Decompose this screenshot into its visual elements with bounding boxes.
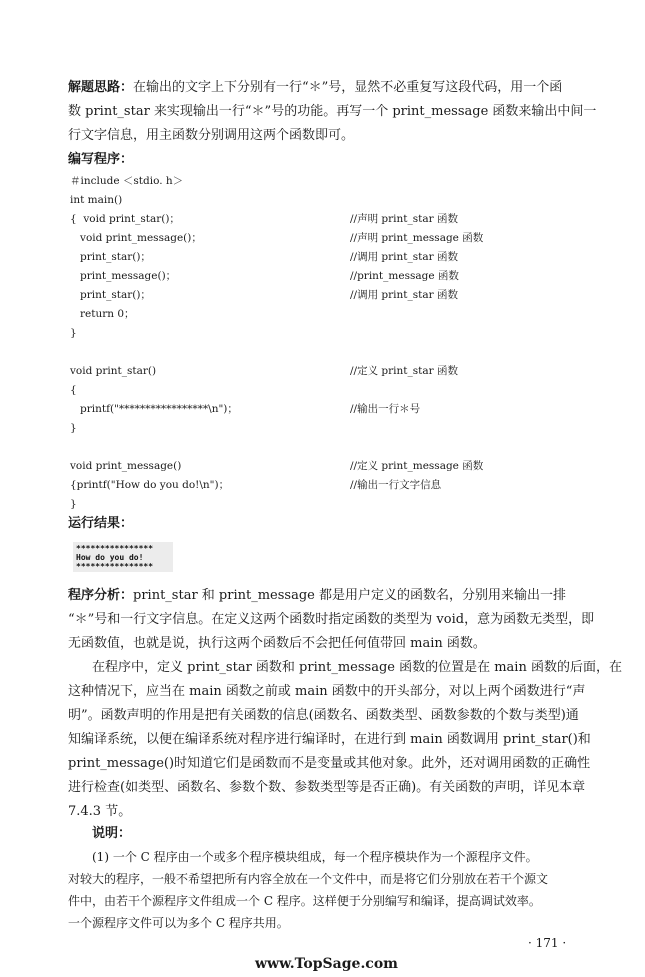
analysis-line-1 [68, 584, 566, 608]
code-text: } [70, 327, 77, 339]
analysis-line-10: 7.4.3 节。 [68, 804, 132, 819]
code-line [70, 457, 590, 476]
analysis-line-4: 在程序中，定义 print_star 函数和 print_message 函数的位置是在 main 函数的后面，在 [92, 660, 622, 675]
code-comment: //声明 print_message 函数 [350, 232, 484, 244]
code-text: return 0； [70, 308, 135, 320]
analysis-line-8: print_message()时知道它们是函数而不是变量或其他对象。此外，还对调用函数的正确性 [68, 756, 591, 771]
code-text: print_message()； [70, 270, 177, 282]
code-text: printf("*****************\n")； [70, 403, 238, 415]
intro-text-1: 在输出的文字上下分别有一行“＊”号，显然不必重复写这段代码，用一个函 [133, 80, 563, 95]
code-comment: //输出一行＊号 [350, 403, 421, 415]
code-text: ＃include ＜stdio. h＞ [70, 175, 184, 187]
code-line [70, 210, 590, 229]
analysis-line-2: “＊”号和一行文字信息。在定义这两个函数时指定函数的类型为 void，意为函数无类型，即 [68, 612, 595, 627]
code-block [70, 172, 590, 514]
analysis-line-6: 明”。函数声明的作用是把有关函数的信息(函数名、函数类型、函数参数的个数与类型)通 [68, 708, 579, 723]
code-line [70, 438, 590, 457]
code-comment: //定义 print_message 函数 [350, 460, 484, 472]
code-text: int main() [70, 194, 123, 206]
page-number: · 171 · [528, 936, 567, 950]
intro-line-1 [68, 76, 562, 100]
site-footer: www.TopSage.com [255, 956, 398, 972]
code-comment: //输出一行文字信息 [350, 479, 442, 491]
intro-line-2: 数 print_star 来实现输出一行“＊”号的功能。再写一个 print_message 函数来输出中间一 [68, 104, 597, 119]
code-comment: //调用 print_star 函数 [350, 251, 458, 263]
code-line [70, 229, 590, 248]
code-comment: //声明 print_star 函数 [350, 213, 458, 225]
note-line-4: 一个源程序文件可以为多个 C 程序共用。 [68, 916, 289, 930]
code-line [70, 381, 590, 400]
code-comment: //print_message 函数 [350, 270, 459, 282]
code-comment: //定义 print_star 函数 [350, 365, 458, 377]
output-line-1: **************** [76, 544, 154, 553]
intro-label: 解题思路： [68, 80, 134, 95]
note-line-2: 对较大的程序，一般不希望把所有内容全放在一个文件中，而是将它们分别放在若干个源文 [68, 872, 549, 886]
code-text: } [70, 498, 77, 510]
code-text: } [70, 422, 77, 434]
code-line [70, 305, 590, 324]
output-line-2: How do you do! [76, 553, 144, 562]
code-text: void print_message()； [70, 232, 202, 244]
output-line-3: **************** [76, 562, 154, 571]
analysis-text-1: print_star 和 print_message 都是用户定义的函数名，分别用来输出一排 [133, 588, 566, 603]
code-text: void print_message() [70, 460, 182, 472]
analysis-line-5: 这种情况下，应当在 main 函数之前或 main 函数中的开头部分，对以上两个函数进行“声 [68, 684, 586, 699]
code-line [70, 191, 590, 210]
analysis-line-3: 无函数值，也就是说，执行这两个函数后不会把任何值带回 main 函数。 [68, 636, 486, 651]
code-line [70, 248, 590, 267]
code-text: void print_star() [70, 365, 157, 377]
code-comment: //调用 print_star 函数 [350, 289, 458, 301]
code-line [70, 324, 590, 343]
program-output [73, 542, 173, 572]
note-heading: 说明： [92, 826, 132, 841]
code-text: { void print_star()； [70, 213, 180, 225]
analysis-line-7: 知编译系统，以便在编译系统对程序进行编译时，在进行到 main 函数调用 print_star()和 [68, 732, 591, 747]
analysis-line-9: 进行检查(如类型、函数名、参数个数、参数类型等是否正确)。有关函数的声明，详见本章 [68, 780, 586, 795]
code-text: { [70, 384, 77, 396]
code-line [70, 400, 590, 419]
result-heading: 运行结果： [68, 516, 134, 531]
code-text: print_star()； [70, 289, 151, 301]
program-heading: 编写程序： [68, 152, 134, 167]
code-line [70, 495, 590, 514]
code-line [70, 476, 590, 495]
code-text: print_star()； [70, 251, 151, 263]
note-line-3: 件中，由若干个源程序文件组成一个 C 程序。这样便于分别编写和编译，提高调试效率。 [68, 894, 541, 908]
code-line [70, 172, 590, 191]
note-line-1: (1) 一个 C 程序由一个或多个程序模块组成，每一个程序模块作为一个源程序文件。 [92, 850, 538, 864]
code-text: {printf("How do you do!\n")； [70, 479, 230, 491]
intro-line-3: 行文字信息，用主函数分别调用这两个函数即可。 [68, 128, 355, 143]
code-line [70, 267, 590, 286]
analysis-label: 程序分析： [68, 588, 134, 603]
code-line [70, 343, 590, 362]
code-line [70, 419, 590, 438]
code-line [70, 286, 590, 305]
code-line [70, 362, 590, 381]
